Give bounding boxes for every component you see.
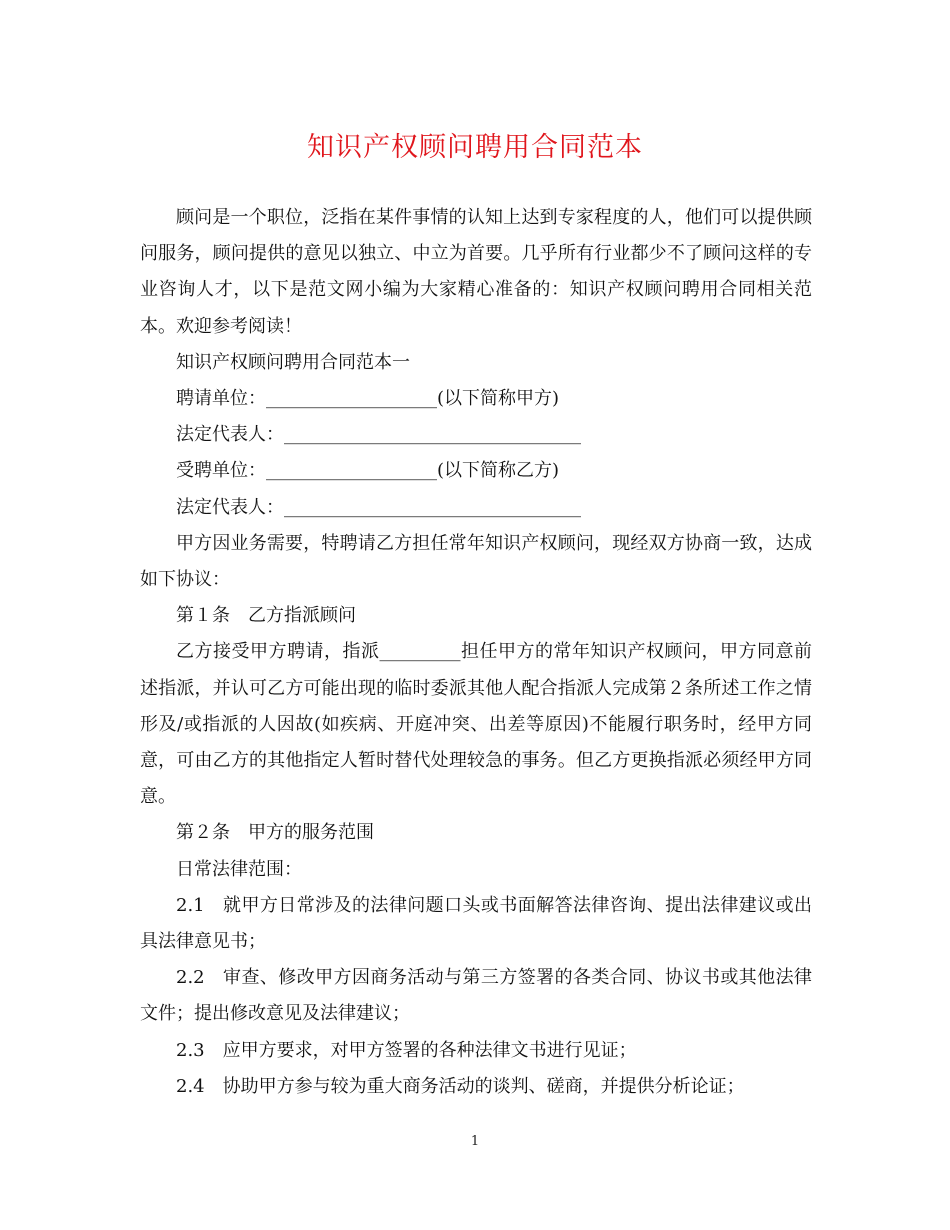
consultant-line: 受聘单位：___________________(以下简称乙方)	[176, 460, 560, 482]
clause-number: 2.1	[176, 894, 205, 916]
clause-text: 就甲方日常涉及的法律问题口头或书面解答法律咨询、提出法律建议或出具法律意见书；	[140, 894, 812, 953]
document-body	[140, 200, 812, 1105]
article-2-title: 甲方的服务范围	[248, 822, 374, 844]
agreement-intro: 甲方因业务需要，特聘请乙方担任常年知识产权顾问，现经双方协商一致，达成如下协议：	[140, 532, 812, 591]
page-number: 1	[470, 1134, 480, 1149]
article-2-scope-label: 日常法律范围：	[176, 858, 302, 880]
article-2-heading	[140, 815, 812, 851]
clause-text: 审查、修改甲方因商务活动与第三方签署的各类合同、协议书或其他法律文件；提出修改意见及法律建议；	[140, 967, 812, 1025]
article-1-number: 第１条	[176, 605, 230, 627]
clause-2-1	[140, 888, 812, 960]
contract-heading: 知识产权顾问聘用合同范本一	[176, 351, 410, 373]
article-1-title: 乙方指派顾问	[248, 605, 356, 627]
clause-text: 应甲方要求，对甲方签署的各种法律文书进行见证；	[222, 1039, 637, 1061]
clause-number: 2.2	[176, 967, 205, 989]
article-2-number: 第２条	[176, 822, 230, 844]
clause-number: 2.3	[176, 1039, 205, 1061]
clause-2-3	[140, 1033, 812, 1069]
clause-text: 协助甲方参与较为重大商务活动的谈判、磋商，并提供分析论证；	[222, 1075, 745, 1097]
article-1-heading	[140, 598, 812, 634]
employer-line: 聘请单位：___________________(以下简称甲方)	[176, 388, 560, 410]
document-title: 知识产权顾问聘用合同范本	[307, 132, 643, 163]
clause-2-4	[140, 1069, 812, 1105]
clause-2-2	[140, 960, 812, 1032]
clause-number: 2.4	[176, 1075, 205, 1097]
intro-paragraph: 顾问是一个职位，泛指在某件事情的认知上达到专家程度的人，他们可以提供顾问服务，顾问提供的意见以独立、中立为首要。几乎所有行业都少不了顾问这样的专业咨询人才，以下是范文网小编为大家精心准备的：知识产权顾问聘用合同相关范本。欢迎参考阅读！	[140, 207, 812, 337]
employer-representative-line: 法定代表人：_________________________________	[176, 424, 581, 446]
consultant-representative-line: 法定代表人：_________________________________	[176, 496, 581, 518]
article-1-text: 乙方接受甲方聘请，指派_________担任甲方的常年知识产权顾问，甲方同意前述指派，并认可乙方可能出现的临时委派其他人配合指派人完成第２条所述工作之情形及/或指派的人因故(如疾病、开庭冲突、出差等原因)不能履行职务时，经甲方同意，可由乙方的其他指定人暂时替代处理较急的事务。但乙方更换指派必须经甲方同意。	[140, 641, 812, 808]
